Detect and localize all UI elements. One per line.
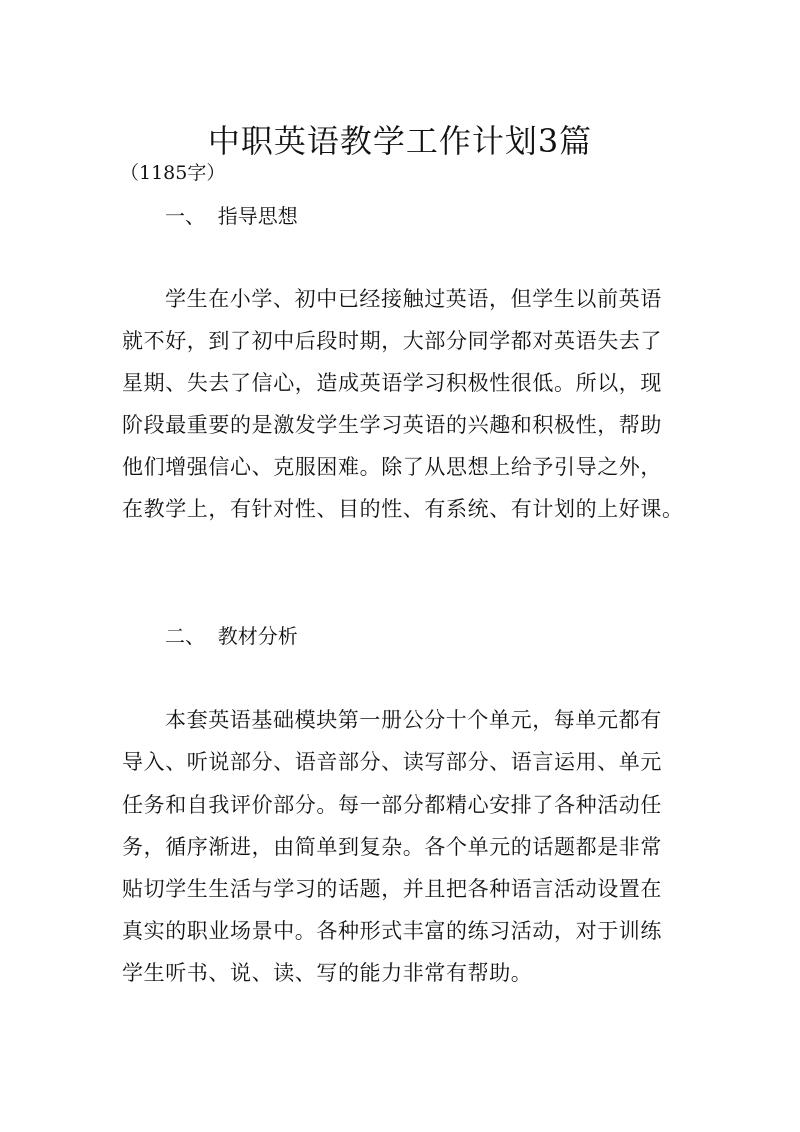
document-title: 中职英语教学工作计划3篇 xyxy=(207,122,593,161)
paragraph-line: 学生在小学、初中已经接触过英语，但学生以前英语 xyxy=(165,287,662,311)
paragraph-line: 在教学上，有针对性、目的性、有系统、有计划的上好课。 xyxy=(122,497,684,521)
paragraph-line: 真实的职业场景中。各种形式丰富的练习活动，对于训练 xyxy=(122,919,662,943)
paragraph-line: 导入、听说部分、语音部分、读写部分、语言运用、单元 xyxy=(122,750,662,774)
paragraph-line: 星期、失去了信心，造成英语学习积极性很低。所以，现 xyxy=(122,371,662,395)
paragraph-line: 学生听书、说、读、写的能力非常有帮助。 xyxy=(122,961,533,985)
paragraph-line: 贴切学生生活与学习的话题，并且把各种语言活动设置在 xyxy=(122,877,662,901)
paragraph-line: 任务和自我评价部分。每一部分都精心安排了各种活动任 xyxy=(122,793,662,817)
paragraph-line: 阶段最重要的是激发学生学习英语的兴趣和积极性，帮助 xyxy=(122,413,662,437)
section-heading: 二、 教材分析 xyxy=(165,624,298,648)
paragraph-line: 务，循序渐进，由简单到复杂。各个单元的话题都是非常 xyxy=(122,835,662,859)
section-heading: 一、 指导思想 xyxy=(165,204,298,228)
word-count: （1185字） xyxy=(120,162,226,184)
paragraph-line: 本套英语基础模块第一册公分十个单元，每单元都有 xyxy=(165,708,662,732)
paragraph-line: 就不好，到了初中后段时期，大部分同学都对英语失去了 xyxy=(122,329,662,353)
paragraph-line: 他们增强信心、克服困难。除了从思想上给予引导之外， xyxy=(122,455,662,479)
